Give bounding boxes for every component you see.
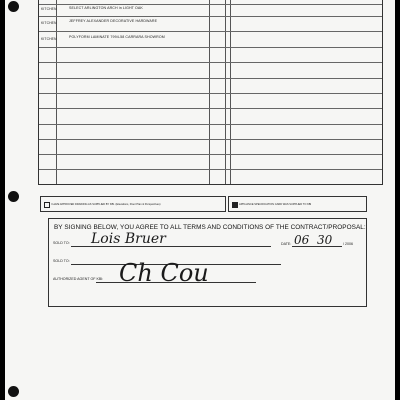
binder-hole-bottom [8,386,19,397]
sold-to-label: SOLD TO: [53,241,70,245]
item-room: KITCHEN [41,7,57,11]
signature-block [48,218,367,307]
item-description: POLYFORM LAMINATE 7994-58 CARRARA SHOWROM [69,35,165,39]
approval-checkbox-group [40,196,226,212]
item-description: SELECT ARLINGTON ARCH in LIGHT OAK [69,6,143,10]
items-table [38,0,383,185]
appliance-spec-checkbox[interactable] [232,202,238,208]
date-day: 30 [317,233,333,247]
item-room: KITCHEN [41,37,57,41]
authorized-agent-label: AUTHORIZED AGENT OF KBI: [53,277,104,281]
date-month: 06 [294,233,310,247]
appliance-checkbox-group [228,196,367,212]
date-year: / 2006 [343,242,353,246]
sold-to-label-2: SOLD TO: [53,259,70,263]
binder-hole-top [8,1,19,12]
item-description: JEFFREY ALEXANDER DECORATIVE HARDWARE [69,19,158,23]
appliance-spec-label: APPLIANCE SPECIFICATION CARD WAS SUPPLIED TO KBI [239,203,312,206]
agent-signature: Ch Cou [119,259,209,287]
document-page [5,0,395,400]
item-room: KITCHEN [41,21,57,25]
buyer-signature: Lois Bruer [91,231,166,247]
drawing-approval-checkbox[interactable] [44,202,50,208]
drawing-approval-label: I HAVE APPROVED DRAWING AS SUPPLIED BY KBI. (Elevations, Floor Plan & Perspectives) [51,203,161,206]
date-label: DATE: [281,242,292,246]
terms-heading: BY SIGNING BELOW, YOU AGREE TO ALL TERMS AND CONDITIONS OF THE CONTRACT/PROPOSAL: [54,224,366,231]
binder-hole-middle [8,191,19,202]
